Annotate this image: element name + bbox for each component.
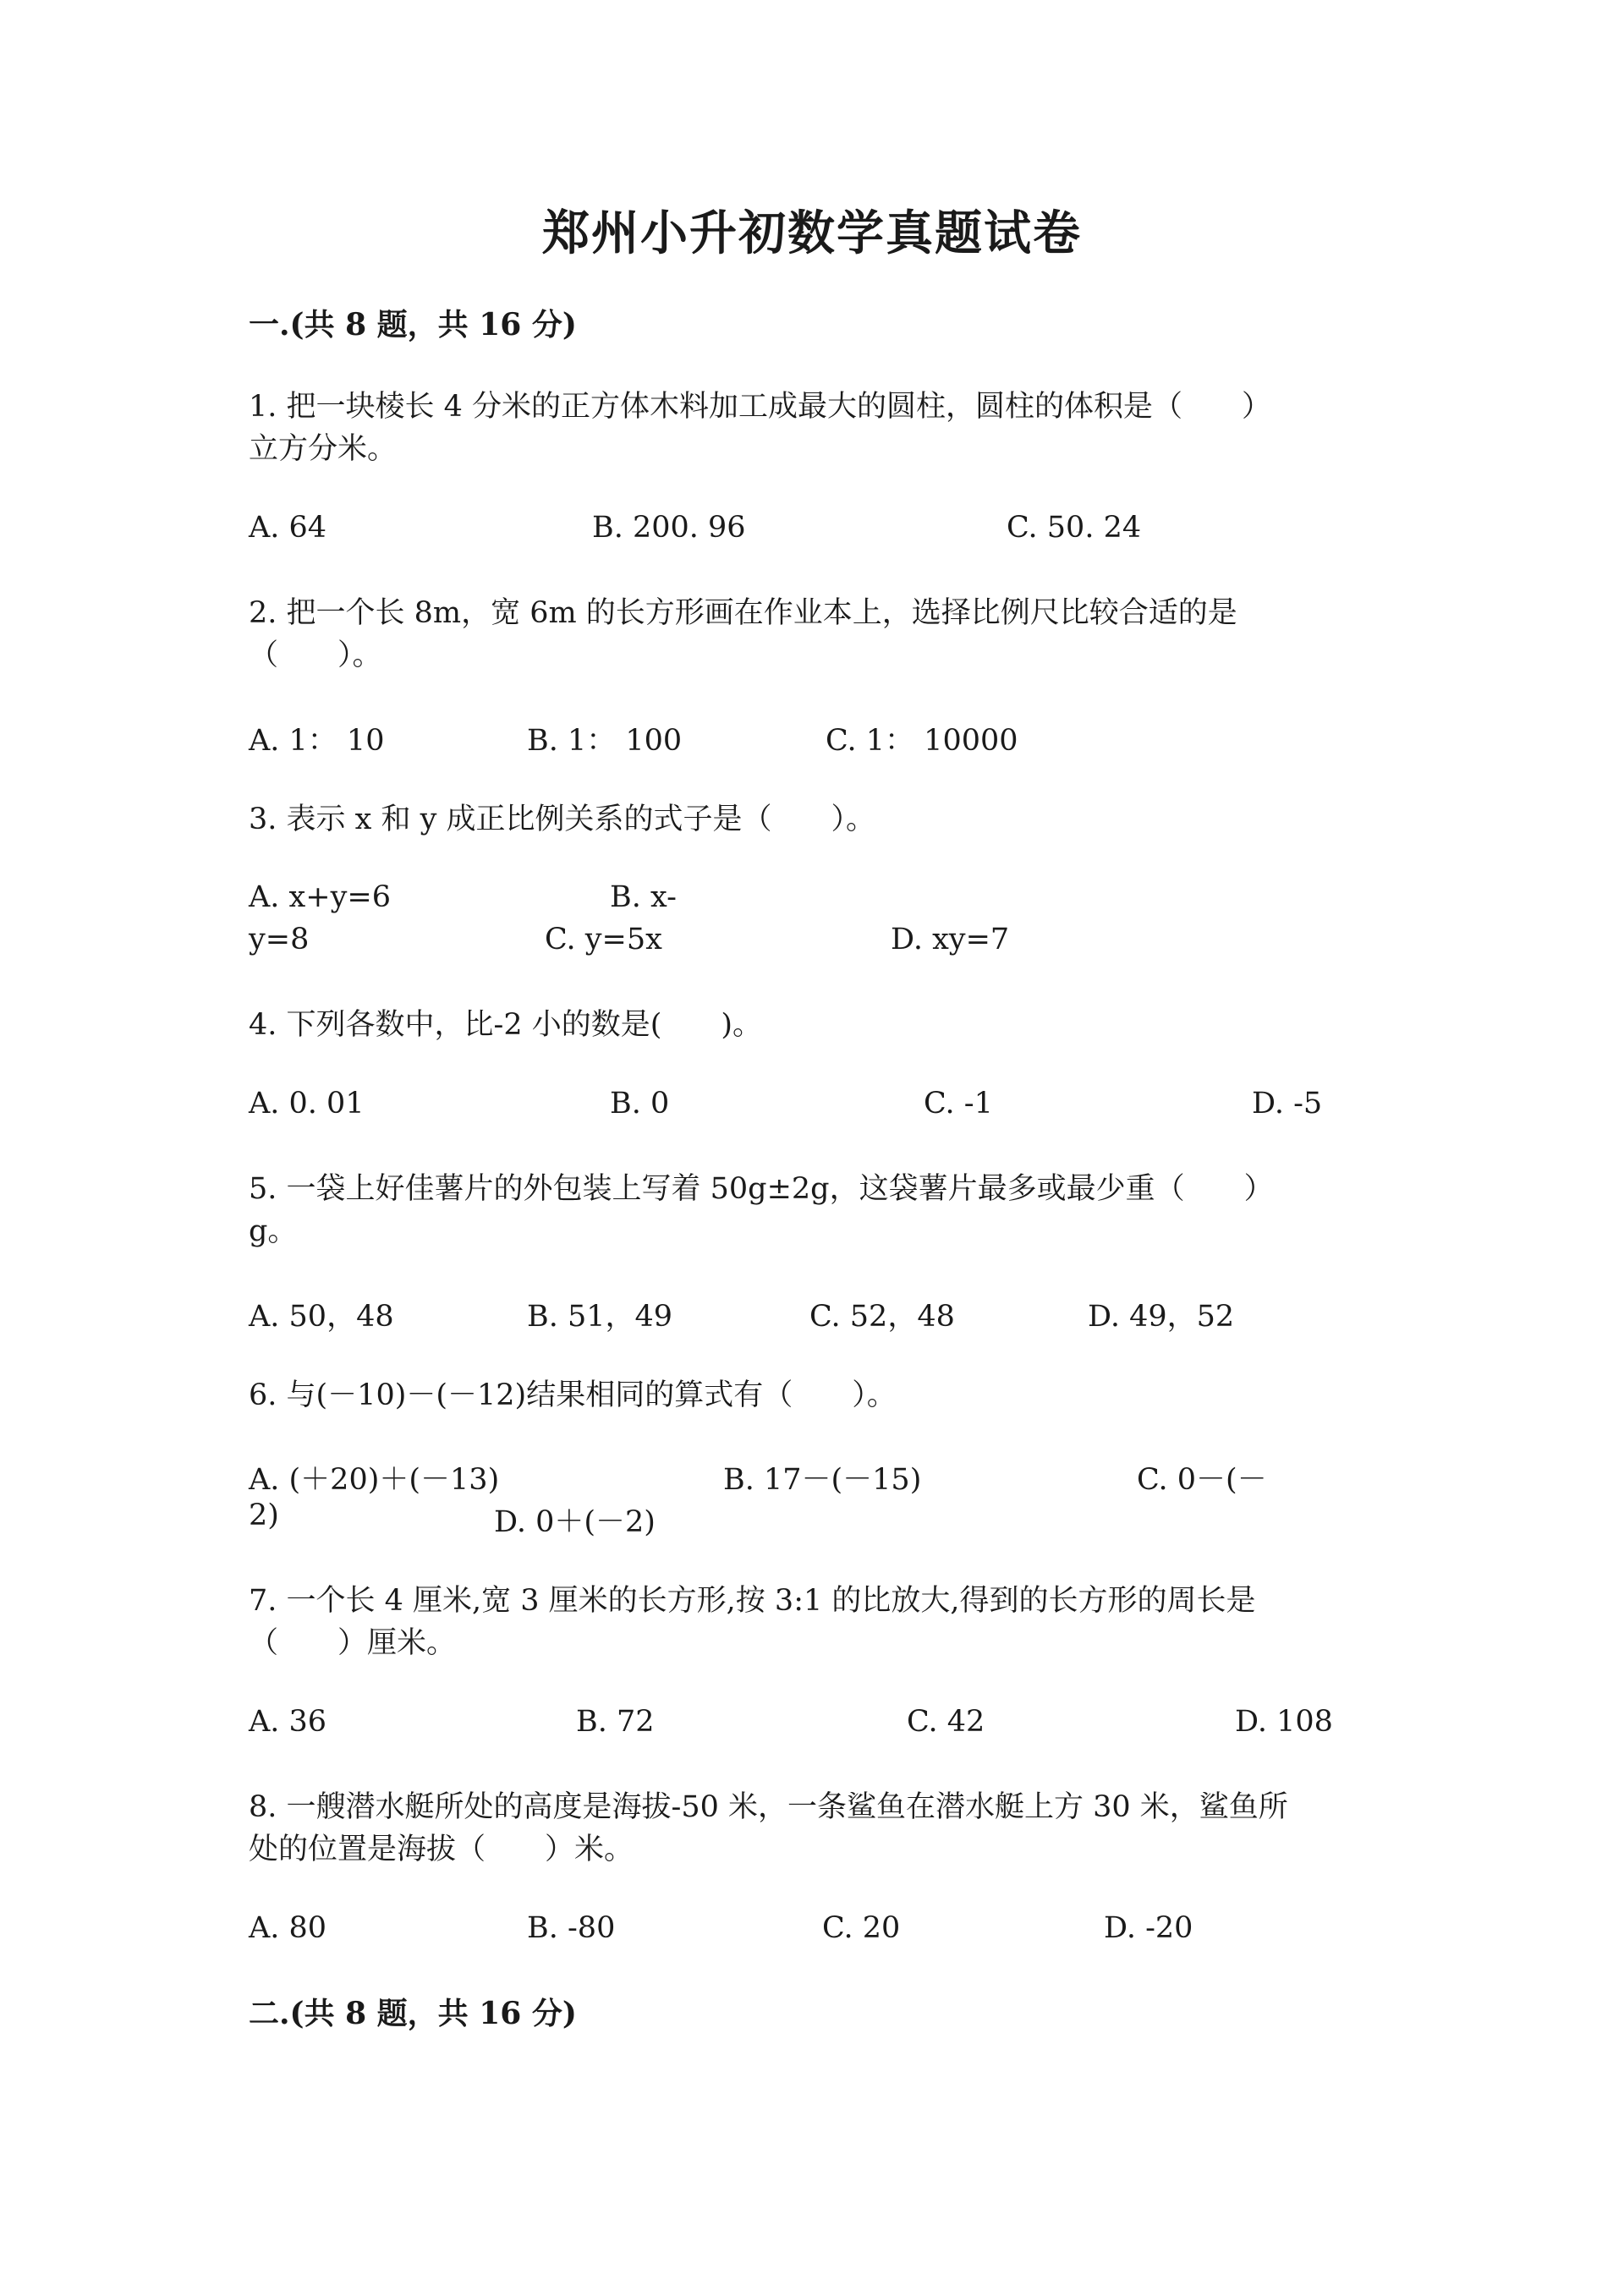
question-1-line-1: 1. 把一块棱长 4 分米的正方体木料加工成最大的圆柱，圆柱的体积是（ ） [249,390,1272,424]
question-2-option-b: B. 1： 100 [527,724,683,758]
question-4-option-b: B. 0 [610,1087,670,1121]
question-1-line-2: 立方分米。 [249,432,398,466]
question-7-option-d: D. 108 [1235,1705,1333,1739]
question-8-line-2: 处的位置是海拔（ ）米。 [249,1833,634,1866]
question-1-option-a: A. 64 [249,511,327,545]
page-title: 郑州小升初数学真题试卷 [542,205,1082,261]
question-6-option-c-part1: C. 0－(－ [1137,1463,1267,1497]
question-2-option-c: C. 1： 10000 [826,724,1018,758]
question-4-option-c: C. -1 [924,1087,993,1121]
question-8-option-a: A. 80 [249,1911,327,1945]
question-3-line-1: 3. 表示 x 和 y 成正比例关系的式子是（ ）。 [249,803,876,836]
question-5-option-a: A. 50，48 [249,1300,394,1334]
question-2-line-1: 2. 把一个长 8m，宽 6m 的长方形画在作业本上，选择比例尺比较合适的是 [249,596,1237,630]
question-3-option-a: A. x+y=6 [249,880,391,914]
question-6-option-a: A. (＋20)＋(－13) [249,1463,500,1497]
question-6-line-1: 6. 与(－10)－(－12)结果相同的算式有（ ）。 [249,1378,897,1412]
question-5-option-d: D. 49，52 [1088,1300,1235,1334]
question-6-option-b: B. 17－(－15) [723,1463,922,1497]
question-6-option-c-part2: 2) [249,1499,279,1532]
question-1-option-b: B. 200. 96 [592,511,746,545]
question-7-option-c: C. 42 [907,1705,985,1739]
question-8-option-b: B. -80 [527,1911,616,1945]
question-4-line-1: 4. 下列各数中，比-2 小的数是( )。 [249,1008,763,1042]
question-7-line-2: （ ）厘米。 [249,1626,457,1660]
question-8-option-d: D. -20 [1104,1911,1193,1945]
question-7-line-1: 7. 一个长 4 厘米,宽 3 厘米的长方形,按 3:1 的比放大,得到的长方形的周长是 [249,1584,1256,1618]
section-heading-one: 一.(共 8 题，共 16 分) [249,307,577,342]
question-3-option-b-part2: y=8 [249,923,310,956]
question-5-option-b: B. 51，49 [527,1300,673,1334]
question-2-option-a: A. 1： 10 [249,724,385,758]
question-8-line-1: 8. 一艘潜水艇所处的高度是海拔-50 米，一条鲨鱼在潜水艇上方 30 米，鲨鱼所 [249,1790,1288,1824]
question-3-option-d: D. xy=7 [891,923,1010,956]
section-heading-two: 二.(共 8 题，共 16 分) [249,1996,577,2031]
question-4-option-d: D. -5 [1252,1087,1323,1121]
question-3-option-c: C. y=5x [545,923,662,956]
question-7-option-a: A. 36 [249,1705,327,1739]
question-3-option-b-part1: B. x- [610,880,677,914]
question-1-option-c: C. 50. 24 [1007,511,1142,545]
question-8-option-c: C. 20 [822,1911,901,1945]
question-4-option-a: A. 0. 01 [249,1087,365,1121]
question-5-line-2: g。 [249,1214,298,1248]
question-6-option-d: D. 0＋(－2) [494,1505,656,1539]
question-5-option-c: C. 52，48 [809,1300,955,1334]
question-2-line-2: （ ）。 [249,638,382,672]
question-7-option-b: B. 72 [576,1705,655,1739]
question-5-line-1: 5. 一袋上好佳薯片的外包装上写着 50g±2g，这袋薯片最多或最少重（ ） [249,1172,1274,1206]
